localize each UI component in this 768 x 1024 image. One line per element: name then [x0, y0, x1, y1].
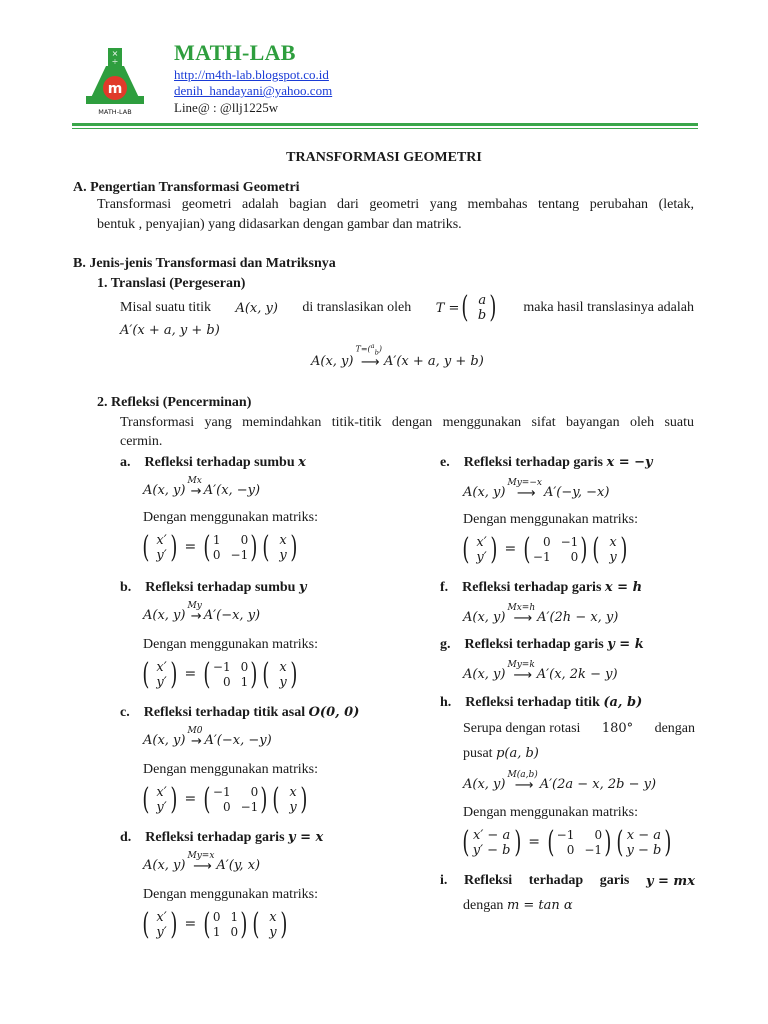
- item-d-matrix-label: Dengan menggunakan matriks:: [143, 887, 318, 902]
- item-g-heading: g. Refleksi terhadap garis y = k: [440, 637, 644, 652]
- section-a-line2: bentuk , penyajian) yang didasarkan dengan gambar dan matriks.: [97, 217, 462, 232]
- item-d-matrix: ( x′ y′ ) = ( 0 1 1 0 ) ( x y ): [142, 907, 287, 942]
- refleksi-heading: 2. Refleksi (Pencerminan): [97, 395, 252, 410]
- item-h-matrix-label: Dengan menggunakan matriks:: [463, 805, 638, 820]
- header-rule-thin: [72, 128, 698, 129]
- item-f-heading: f. Refleksi terhadap garis x = h: [440, 580, 643, 595]
- refleksi-line2: cermin.: [120, 434, 163, 449]
- line-contact: Line@ : @llj1225w: [174, 100, 279, 115]
- item-i-text: dengan m = tan α: [463, 898, 573, 913]
- translasi-formula: A(x, y) T=($^a_b$) ⟶ A′(x + a, y + b): [311, 342, 484, 371]
- brand-title: MATH-LAB: [174, 40, 296, 65]
- item-i-heading: i. Refleksi terhadap garis y = mx: [440, 873, 695, 889]
- translasi-vector: ( a b ): [461, 290, 497, 325]
- item-e-matrix-label: Dengan menggunakan matriks:: [463, 512, 638, 527]
- section-a-line1: Transformasi geometri adalah bagian dari geometri yang membahas tentang perubahan (letak,: [97, 197, 694, 212]
- item-b-mapping: A(x, y) My → A′(−x, y): [143, 601, 261, 624]
- item-b-matrix-label: Dengan menggunakan matriks:: [143, 637, 318, 652]
- item-g-mapping: A(x, y) My=k ⟶ A′(x, 2k − y): [463, 660, 618, 683]
- item-e-matrix: ( x′ y′ ) = ( 0 −1 −1 0 ) ( x y ): [462, 532, 628, 567]
- item-a-heading: a. Refleksi terhadap sumbu x: [120, 455, 306, 470]
- item-c-heading: c. Refleksi terhadap titik asal O(0, 0): [120, 705, 360, 720]
- section-a-heading: A. Pengertian Transformasi Geometri: [73, 180, 300, 195]
- header-rule-thick: [72, 123, 698, 126]
- page-title: TRANSFORMASI GEOMETRI: [286, 150, 482, 165]
- blog-link[interactable]: http://m4th-lab.blogspot.co.id: [174, 67, 329, 82]
- refleksi-line1: Transformasi yang memindahkan titik-titik dengan menggunakan sifat bayangan oleh suatu: [120, 415, 694, 430]
- item-a-matrix: ( x′ y′ ) = ( 1 0 0 −1 ) ( x y ): [142, 530, 298, 565]
- translasi-heading: 1. Translasi (Pergeseran): [97, 276, 246, 291]
- item-h-text1: Serupa dengan rotasi 180° dengan: [463, 721, 695, 736]
- item-h-text2: pusat p(a, b): [463, 746, 539, 761]
- translasi-line: Misal suatu titik A(x, y) di translasikan oleh T = ( a b ) maka hasil translasinya adalah: [120, 290, 694, 325]
- svg-text:m: m: [107, 81, 123, 97]
- item-h-matrix: ( x′ − a y′ − b ) = ( −1 0 0 −1 ) ( x − a y − b ): [462, 825, 672, 860]
- item-d-mapping: A(x, y) My=x ⟶ A′(y, x): [143, 851, 261, 874]
- section-b-heading: B. Jenis-jenis Transformasi dan Matriksnya: [73, 256, 336, 271]
- item-b-matrix: ( x′ y′ ) = ( −1 0 0 1 ) ( x y ): [142, 657, 298, 692]
- item-d-heading: d. Refleksi terhadap garis y = x: [120, 830, 324, 845]
- item-e-heading: e. Refleksi terhadap garis x = −y: [440, 455, 653, 470]
- email-link[interactable]: denih_handayani@yahoo.com: [174, 83, 333, 98]
- math-lab-logo: [84, 46, 146, 118]
- logo-text: MATH-LAB: [98, 108, 132, 116]
- item-f-mapping: A(x, y) Mx=h ⟶ A′(2h − x, y): [463, 603, 619, 626]
- item-h-mapping: A(x, y) M(a,b) ⟶ A′(2a − x, 2b − y): [463, 770, 657, 793]
- item-c-matrix: ( x′ y′ ) = ( −1 0 0 −1 ) ( x y ): [142, 782, 308, 817]
- svg-text:÷: ÷: [111, 57, 119, 66]
- item-c-mapping: A(x, y) M0 → A′(−x, −y): [143, 726, 272, 749]
- item-e-mapping: A(x, y) My=−x ⟶ A′(−y, −x): [463, 478, 610, 501]
- translasi-result: A′(x + a, y + b): [120, 323, 220, 338]
- item-c-matrix-label: Dengan menggunakan matriks:: [143, 762, 318, 777]
- svg-text:×: ×: [111, 49, 119, 58]
- item-a-mapping: A(x, y) Mx → A′(x, −y): [143, 476, 261, 499]
- item-h-heading: h. Refleksi terhadap titik (a, b): [440, 695, 643, 710]
- item-b-heading: b. Refleksi terhadap sumbu y: [120, 580, 307, 595]
- item-a-matrix-label: Dengan menggunakan matriks:: [143, 510, 318, 525]
